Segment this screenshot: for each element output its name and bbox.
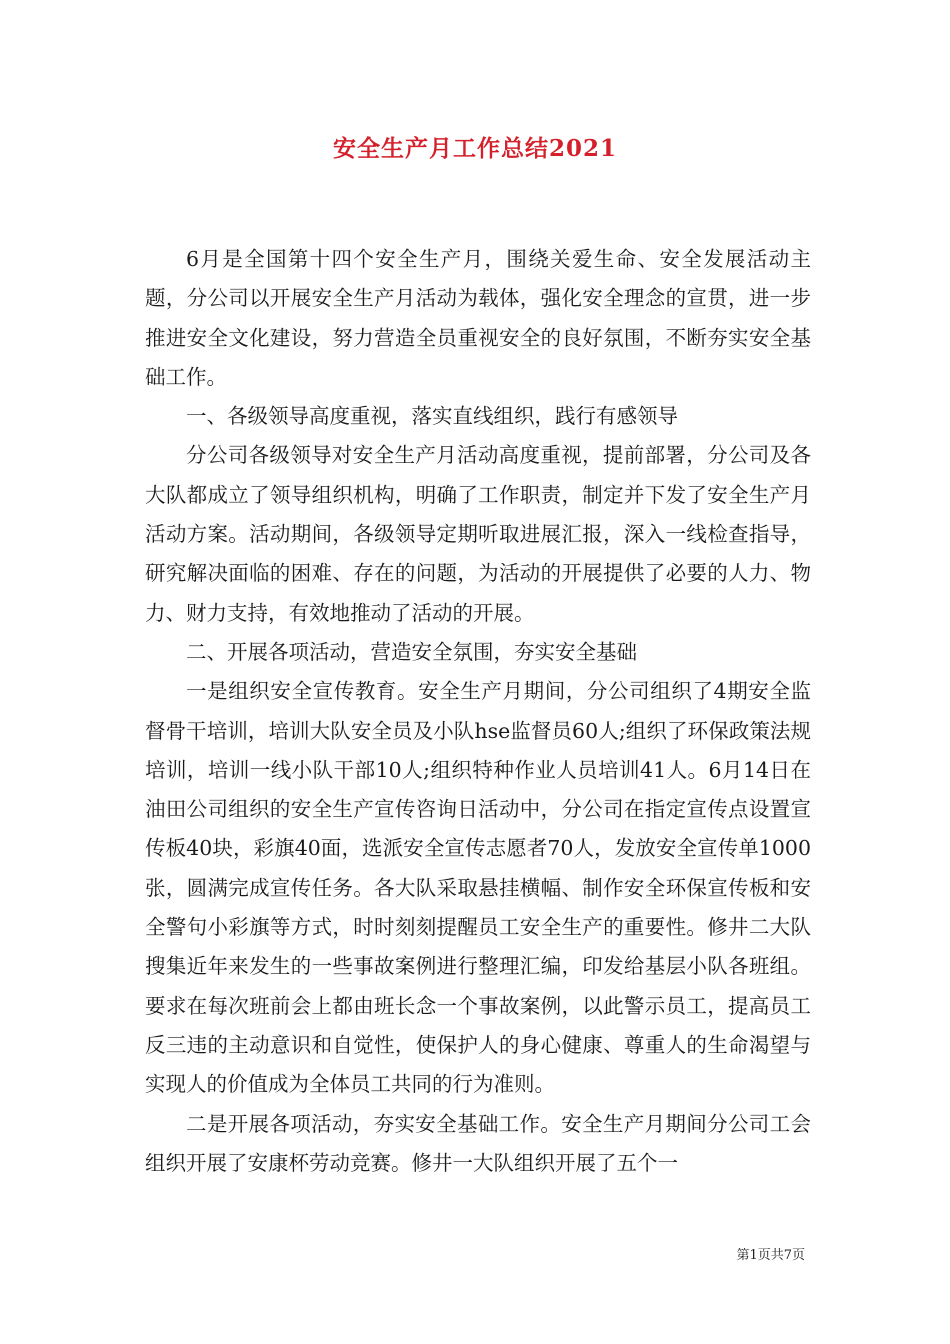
page-number: 第1页共7页 xyxy=(736,1248,805,1263)
paragraph-safety-education: 一是组织安全宣传教育。安全生产月期间，分公司组织了4期安全监督骨干培训，培训大队安全员及小队hse监督员60人;组织了环保政策法规培训，培训一线小队干部10人;组织特种作业人员培训41人。6月14日在油田公司组织的安全生产宣传咨询日活动中，分公司在指定宣传点设置宣传板40块，彩旗40面，选派安全宣传志愿者70人，发放安全宣传单1000张，圆满完成宣传任务。各大队采取悬挂横幅、制作安全环保宣传板和安全警句小彩旗等方式，时时刻刻提醒员工安全生产的重要性。修井二大队搜集近年来发生的一些事故案例进行整理汇编，印发给基层小队各班组。要求在每次班前会上都由班长念一个事故案例，以此警示员工，提高员工反三违的主动意识和自觉性，使保护人的身心健康、尊重人的生命渴望与实现人的价值成为全体员工共同的行为准则。 xyxy=(145,679,811,1097)
section-heading-2: 二、开展各项活动，营造安全氛围，夯实安全基础 xyxy=(186,639,637,664)
paragraph-leadership: 分公司各级领导对安全生产月活动高度重视，提前部署，分公司及各大队都成立了领导组织机构，明确了工作职责，制定并下发了安全生产月活动方案。活动期间，各级领导定期听取进展汇报，深入一线检查指导，研究解决面临的困难、存在的问题，为活动的开展提供了必要的人力、物力、财力支持，有效地推动了活动的开展。 xyxy=(145,443,811,625)
paragraph-intro: 6月是全国第十四个安全生产月，围绕关爱生命、安全发展活动主题，分公司以开展安全生产月活动为载体，强化安全理念的宣贯，进一步推进安全文化建设，努力营造全员重视安全的良好氛围，不断夯实安全基础工作。 xyxy=(145,247,811,389)
section-heading-1: 一、各级领导高度重视，落实直线组织，践行有感领导 xyxy=(186,404,678,429)
paragraph-activities: 二是开展各项活动，夯实安全基础工作。安全生产月期间分公司工会组织开展了安康杯劳动竞赛。修井一大队组织开展了五个一 xyxy=(145,1111,811,1175)
document-body xyxy=(145,240,811,1183)
document-title: 安全生产月工作总结2021 xyxy=(332,135,617,162)
